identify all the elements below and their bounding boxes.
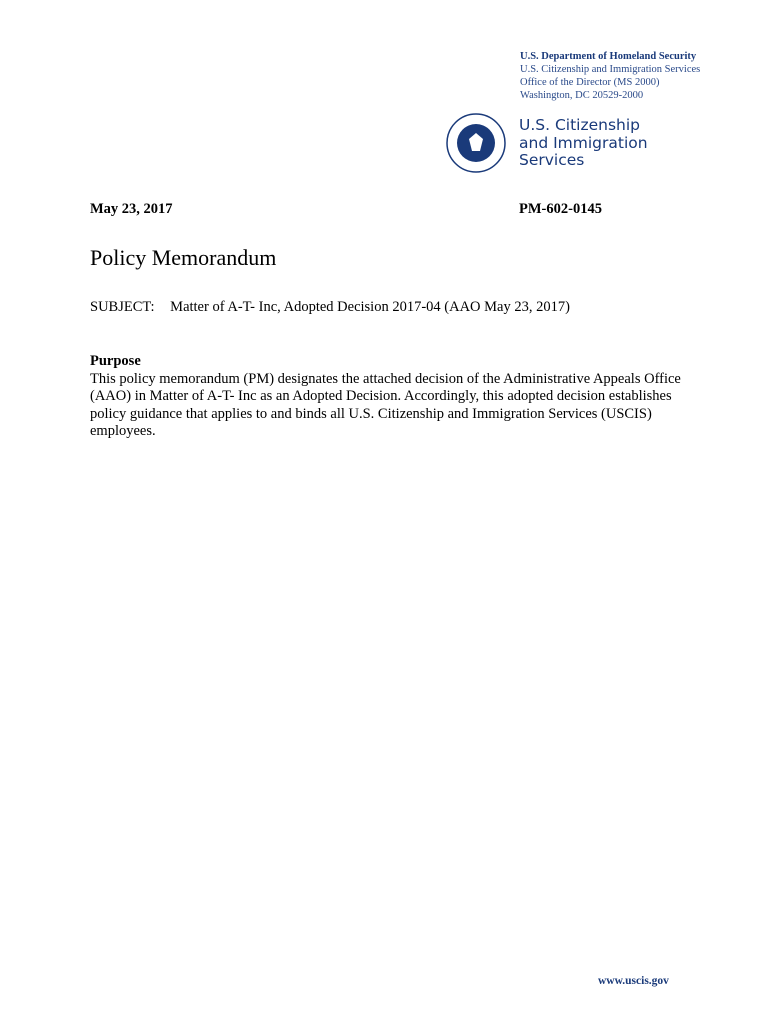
agency-line-1: U.S. Citizenship and Immigration Services xyxy=(520,64,701,75)
brand-line-2: and Immigration xyxy=(519,133,648,152)
memo-body xyxy=(90,353,690,458)
subject-line xyxy=(90,299,570,316)
footer-url: www.uscis.gov xyxy=(598,975,669,987)
brand-line-3: Services xyxy=(519,151,585,169)
uscis-wordmark xyxy=(519,117,648,170)
purpose-heading: Purpose xyxy=(90,353,141,369)
brand-line-1: U.S. Citizenship xyxy=(519,116,641,134)
page-title: Policy Memorandum xyxy=(90,245,277,270)
purpose-text: This policy memorandum (PM) designates the attached decision of the Administrative Appeals Office (AAO) in Matter of A-T- Inc as an Adopted Decision. Accordingly, this adopted decision establishes policy guidance that applies to and binds all U.S. Citizenship and Immigration Services (USCIS) employees. xyxy=(90,370,681,439)
agency-line-3: Washington, DC 20529-2000 xyxy=(520,90,644,101)
agency-line-2: Office of the Director (MS 2000) xyxy=(520,77,660,88)
memo-number: PM-602-0145 xyxy=(519,201,602,217)
subject-label: SUBJECT: xyxy=(90,299,155,315)
memo-date: May 23, 2017 xyxy=(90,201,173,217)
department-name: U.S. Department of Homeland Security xyxy=(520,51,697,62)
agency-address-block xyxy=(520,50,700,102)
subject-text: Matter of A-T- Inc, Adopted Decision 2017-04 (AAO May 23, 2017) xyxy=(170,299,570,315)
dhs-seal-icon xyxy=(446,113,506,173)
purpose-section xyxy=(90,353,690,441)
